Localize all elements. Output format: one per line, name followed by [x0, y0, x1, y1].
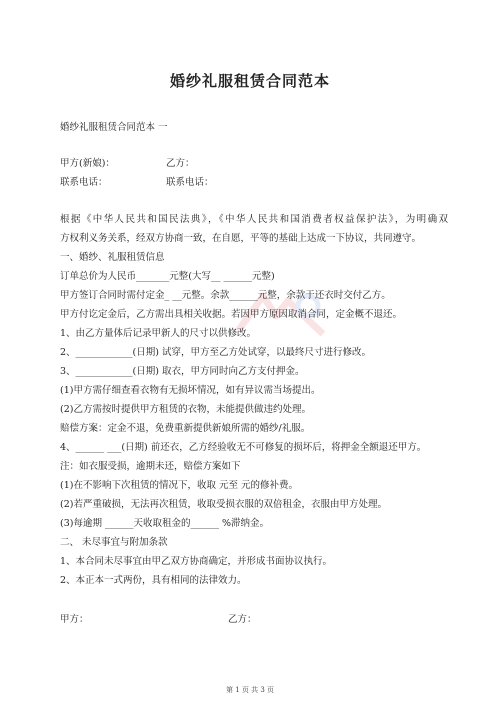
clause-3-sub-2: (2)乙方需按时提供甲方租赁的衣物，未能提供做违约处理。 — [60, 404, 311, 415]
section-1-heading: 一、婚纱、礼服租赁信息 — [60, 252, 165, 263]
party-a-label: 甲方(新娘)： — [60, 158, 115, 169]
preamble-line-1: 根据《中华人民共和国民法典》，《中华人民共和国消费者权益保护法》，为明确双 — [60, 214, 448, 225]
signature-party-b: 乙方： — [228, 614, 257, 625]
damage-note: 注：如衣服受损，逾期未还，赔偿方案如下 — [60, 461, 241, 472]
phone-b-label: 联系电话： — [166, 177, 214, 188]
damage-sub-2: (2)若严重破损，无法再次租赁，收取受损衣服的双倍租金，衣服由甲方处理。 — [60, 499, 387, 510]
section-2-heading: 二、 未尽事宜与附加条款 — [60, 537, 168, 548]
preamble-line-2: 方权利义务关系，经双方协商一致，在自愿，平等的基础上达成一下协议，共同遵守。 — [60, 233, 422, 244]
party-b-label: 乙方： — [166, 158, 195, 169]
clause-4: 4、______ ___(日期) 前还衣，乙方经验收无不可修复的损坏后，将押金全额退还甲方。 — [60, 442, 427, 453]
section-2-clause-1: 1、本合同未尽事宜由甲乙双方协商确定，并形成书面协议执行。 — [60, 556, 333, 567]
document-title: 婚纱礼服租赁合同范本 — [169, 72, 330, 90]
order-total-line: 订单总价为人民币_______元整(大写__ ______元整) — [60, 271, 275, 282]
page-number: 第 1 页 共 3 页 — [225, 686, 275, 694]
document-subtitle: 婚纱礼服租赁合同范本 一 — [60, 122, 168, 133]
clause-1: 1、由乙方量体后记录甲新人的尺寸以供修改。 — [60, 328, 257, 339]
deposit-line: 甲方签订合同时需付定金_ __元整。余款______元整，余款于还衣时交付乙方。 — [60, 290, 391, 301]
signature-party-a: 甲方： — [60, 614, 89, 625]
section-2-clause-2: 2、本正本一式两份，具有相同的法律效力。 — [60, 575, 247, 586]
compensation-plan: 赔偿方案：定金不退，免费重新提供新娘所需的婚纱/礼服。 — [60, 423, 311, 434]
clause-3: 3、____________(日期) 取衣，甲方同时向乙方支付押金。 — [60, 366, 305, 377]
clause-3-sub-1: (1)甲方需仔细查看衣物有无损坏情况，如有异议需当场提出。 — [60, 385, 321, 396]
phone-a-label: 联系电话： — [60, 177, 108, 188]
damage-sub-3: (3)每逾期 ______天收取租金的______ %滞纳金。 — [60, 518, 270, 529]
clause-2: 2、____________(日期) 试穿，甲方至乙方处试穿，以最终尺寸进行修改。 — [60, 347, 371, 358]
receipt-line: 甲方付讫定金后，乙方需出具相关收据。若因甲方原因取消合同，定金概不退还。 — [60, 309, 403, 320]
damage-sub-1: (1)在不影响下次租赁的情况下，收取 元至 元的修补费。 — [60, 480, 298, 491]
